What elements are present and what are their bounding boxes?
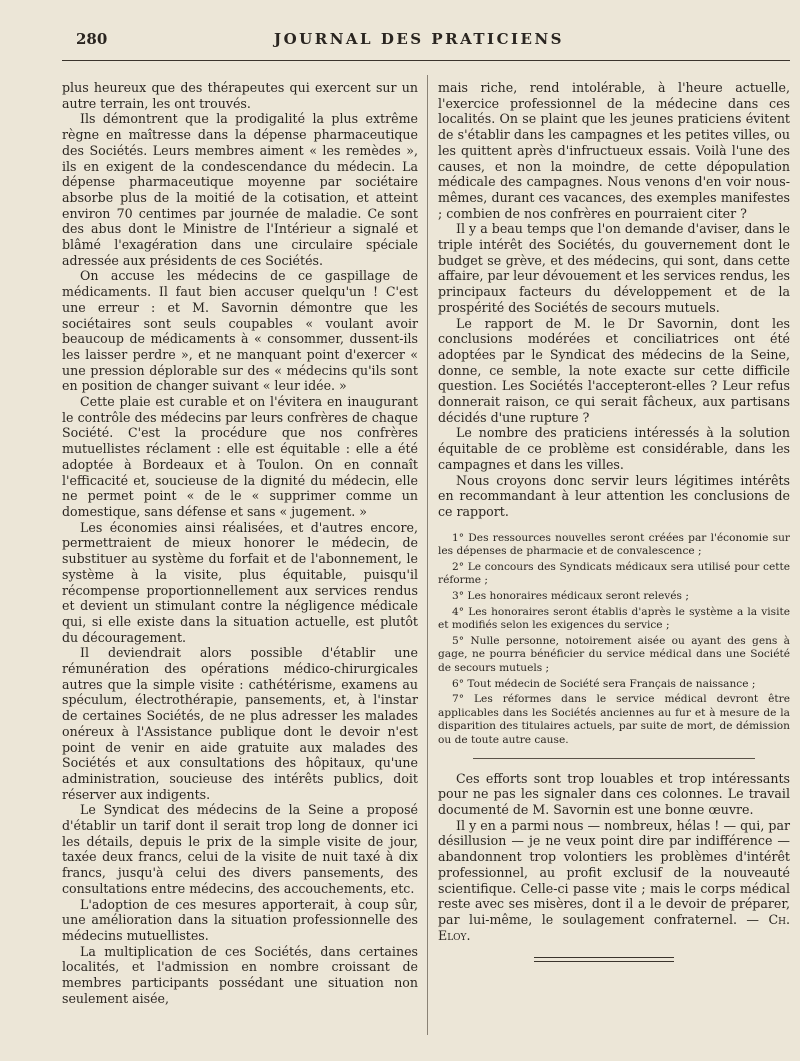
author-signature: Ch. Eloy.	[438, 911, 790, 943]
paragraph: Il deviendrait alors possible d'établir une rémunération des opérations médico-chirurgicales autres que la simple visite : cathétérisme, examens au spéculum, électrothérapie, pansements, et, à l'instar de certaines Sociétés, de ne plus adresser les malades onéreux à l'Assistance publique dont le devoir n'est point de venir en aide gratuite aux malades des Sociétés et aux consultations des hôpitaux, qu'une administration, soucieuse des intérêts publics, doit réserver aux indigents.	[62, 645, 418, 802]
column-divider	[427, 75, 428, 1035]
paragraph: On accuse les médecins de ce gaspillage de médicaments. Il faut bien accuser quelqu'un ! C'est une erreur : et M. Savornin démontre que les sociétaires sont seuls coupables « voulant avoir beaucoup de médicaments à « consommer, dussent-ils les laisser perdre », et ne manquant point d'exercer « une pression déplorable sur des « médecins qu'ils sont en position de changer suivant « leur idée. »	[62, 268, 418, 394]
paragraph: Le nombre des praticiens intéressés à la solution équitable de ce problème est considérable, dans les campagnes et dans les villes.	[438, 425, 790, 472]
journal-title: JOURNAL DES PRATICIENS	[274, 30, 564, 48]
paragraph: L'adoption de ces mesures apporterait, à coup sûr, une amélioration dans la situation professionnelle des médecins mutuellistes.	[62, 896, 418, 943]
closing-text: Il y en a parmi nous — nombreux, hélas ! — qui, par désillusion — je ne veux point dire par indifférence — abandonnent trop volontiers les problèmes d'intérêt professionnel, au profit exclusif de la nouveauté scientifique. Celle-ci passe vite ; mais le corps médical reste avec ses misères, dont il a le devoir de préparer, par lui-même, le soulagement confraternel. —	[438, 817, 790, 927]
paragraph: Le Syndicat des médecins de la Seine a proposé d'établir un tarif dont il serait trop long de donner ici les détails, depuis le prix de la simple visite de jour, taxée deux francs, celui de la visite de nuit taxé à dix francs, jusqu'à celui des divers pansements, des consultations entre médecins, des accouchements, etc.	[62, 802, 418, 896]
paragraph	[438, 818, 790, 944]
paragraph: plus heureux que des thérapeutes qui exercent sur un autre terrain, les ont trouvés.	[62, 80, 418, 111]
page-header	[58, 30, 780, 54]
right-column	[438, 80, 790, 962]
paragraph: Cette plaie est curable et on l'évitera en inaugurant le contrôle des médecins par leurs confrères de chaque Société. C'est la procédure que nos confrères mutuellistes réclament : elle est équitable : elle a été adoptée à Bordeaux et à Toulon. On en connaît l'efficacité et, soucieuse de la dignité du médecin, elle ne permet point « de le « supprimer comme un domestique, sans défense et sans « jugement. »	[62, 394, 418, 519]
paragraph: Il y a beau temps que l'on demande d'aviser, dans le triple intérêt des Sociétés, du gouvernement dont le budget se grève, et des médecins, qui sont, dans cette affaire, par leur dévouement et les services rendus, les principaux facteurs du développement et de la prospérité des Sociétés de secours mutuels.	[438, 221, 790, 315]
list-item: 5° Nulle personne, notoirement aisée ou ayant des gens à gage, ne pourra bénéficier du service médical dans une Société de secours mutuels ;	[438, 634, 790, 675]
list-item: 1° Des ressources nouvelles seront créées par l'économie sur les dépenses de pharmacie et de convalescence ;	[438, 531, 790, 558]
header-rule	[62, 60, 790, 61]
section-separator	[473, 758, 755, 759]
paragraph: Les économies ainsi réalisées, et d'autres encore, permettraient de mieux honorer le médecin, de substituer au système du forfait et de l'abonnement, le système à la visite, plus équitable, puisqu'il récompense proportionnellement aux services rendus et devient un stimulant contre la négligence médicale qui, si elle existe dans la situation actuelle, est plutôt du découragement.	[62, 519, 418, 645]
paragraph: Ils démontrent que la prodigalité la plus extrême règne en maîtresse dans la dépense pharmaceutique des Sociétés. Leurs membres aiment « les remèdes », ils en exigent de la condescendance du médecin. La dépense pharmaceutique moyenne par sociétaire absorbe plus de la moitié de la cotisation, et atteint environ 70 centimes par journée de maladie. Ce sont des abus dont le Ministre de l'Intérieur a signalé et blâmé l'exagération dans une circulaire spéciale adressée aux présidents de ces Sociétés.	[62, 111, 418, 268]
paragraph: Ces efforts sont trop louables et trop intéressants pour ne pas les signaler dans ces colonnes. Le travail documenté de M. Savornin est une bonne œuvre.	[438, 770, 790, 817]
end-rule	[534, 957, 674, 962]
list-item: 7° Les réformes dans le service médical devront être applicables dans les Sociétés anciennes au fur et à mesure de la disparition des titulaires actuels, par suite de mort, de démission ou de toute autre cause.	[438, 693, 790, 746]
paragraph: Nous croyons donc servir leurs légitimes intérêts en recommandant à leur attention les conclusions de ce rapport.	[438, 472, 790, 519]
conclusions-list	[438, 532, 790, 748]
list-item: 6° Tout médecin de Société sera Français de naissance ;	[452, 677, 756, 690]
list-item: 4° Les honoraires seront établis d'après le système a la visite et modifiés selon les exigences du service ;	[438, 605, 790, 632]
left-column	[62, 80, 418, 1006]
page-number: 280	[76, 30, 108, 48]
paragraph: La multiplication de ces Sociétés, dans certaines localités, et l'admission en nombre croissant de membres participants possédant une situation non seulement aisée,	[62, 943, 418, 1006]
paragraph: mais riche, rend intolérable, à l'heure actuelle, l'exercice professionnel de la médecine dans ces localités. On se plaint que les jeunes praticiens évitent de s'établir dans les campagnes et les petites villes, ou les quittent après d'infructueux essais. Voilà l'une des causes, et non la moindre, de cette dépopulation médicale des campagnes. Nous venons d'en voir nous-mêmes, durant ces vacances, des exemples manifestes ; combien de nos confrères en pourraient citer ?	[438, 80, 790, 221]
list-item: 2° Le concours des Syndicats médicaux sera utilisé pour cette réforme ;	[438, 560, 790, 587]
paragraph: Le rapport de M. le Dr Savornin, dont les conclusions modérées et conciliatrices ont été adoptées par le Syndicat des médecins de la Seine, donne, ce semble, la note exacte sur cette difficile question. Les Sociétés l'accepteront-elles ? Leur refus donnerait raison, ce qui serait fâcheux, aux partisans décidés d'une rupture ?	[438, 315, 790, 425]
list-item: 3° Les honoraires médicaux seront relevés ;	[452, 590, 689, 603]
closing-section	[438, 771, 790, 944]
